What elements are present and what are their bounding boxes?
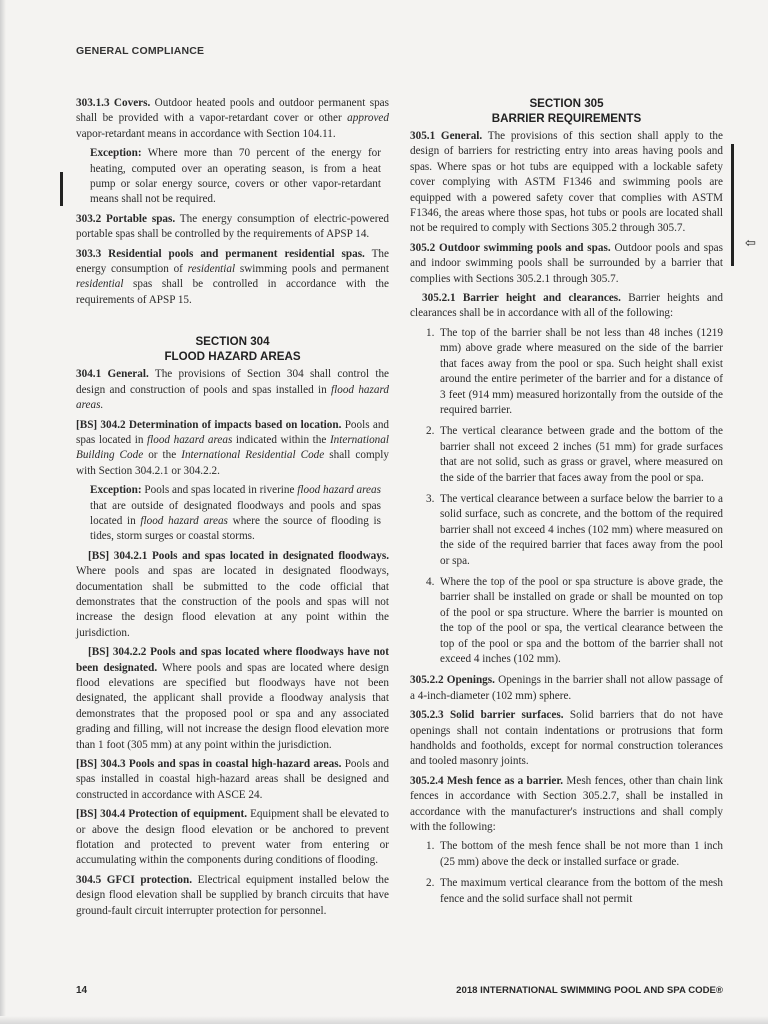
page-number: 14 bbox=[76, 985, 88, 996]
running-header: GENERAL COMPLIANCE bbox=[76, 45, 205, 57]
run-heading: 305.2.4 Mesh fence as a barrier. bbox=[410, 774, 564, 787]
run-text: that are outside of designated floodways and pools and spas located in bbox=[90, 499, 381, 527]
section-303-1-3 bbox=[76, 96, 389, 142]
run-text: spas shall be controlled in accordance with the requirements of APSP 15. bbox=[76, 278, 389, 306]
exception-303-1-3 bbox=[90, 146, 381, 208]
list-item-number: 2. bbox=[426, 425, 435, 438]
section-304-number: SECTION 304 bbox=[195, 335, 270, 349]
list-item-text: Where the top of the pool or spa structure is above grade, the barrier shall be installed on grade or shall be mounted on top of the pool or spa structure. Where the barrier is mounted on the top of the pool or spa, the vertical clearance between the top of the pool or spa and the bottom of the barrier shall not exceed 4 inches (102 mm). bbox=[440, 575, 723, 665]
list-item bbox=[426, 492, 723, 569]
run-heading: 305.2 Outdoor swimming pools and spas. bbox=[410, 241, 611, 254]
run-italic: flood hazard areas bbox=[147, 433, 233, 446]
section-305-2-2 bbox=[410, 673, 723, 704]
run-text: indicated within the bbox=[232, 433, 330, 446]
run-text: Openings in the barrier shall not allow passage of a 4-inch-diameter (102 mm) sphere. bbox=[410, 674, 724, 702]
page-bottom-edge bbox=[0, 1016, 768, 1024]
run-heading: [BS] 304.4 Protection of equipment. bbox=[76, 808, 248, 821]
run-text: Where pools and spas are located where design flood elevations are specified but floodways have not been designated, the applicant shall provide a floodway analysis that demonstrates that the proposed pool or spa and any associated grading and filling, will not increase the design flood elevation more than 1 foot (305 mm) at any point within the jurisdiction. bbox=[76, 661, 389, 751]
list-item bbox=[426, 876, 723, 907]
run-text: The provisions of Section 304 shall control the design and construction of pools and spas installed in bbox=[76, 368, 389, 396]
change-bar-right bbox=[731, 144, 734, 266]
run-text: vapor-retardant means in accordance with Section 104.11. bbox=[76, 127, 336, 140]
section-spacer bbox=[76, 312, 389, 334]
run-text: Where more than 70 percent of the energy for heating, computed over an operating season, is from a heat pump or solar energy source, covers or other vapor-retardant means shall not be required. bbox=[90, 147, 381, 206]
run-italic: residential bbox=[76, 278, 124, 291]
run-text: Pools and spas installed in coastal high-hazard areas shall be designed and constructed in accordance with ASCE 24. bbox=[76, 758, 389, 801]
section-304-1 bbox=[76, 367, 389, 413]
run-text: shall comply with Section 304.2.1 or 304.2.2. bbox=[76, 449, 389, 477]
run-heading: 304.1 General. bbox=[76, 368, 149, 381]
section-304-5 bbox=[76, 873, 389, 919]
section-304-2 bbox=[76, 418, 389, 480]
run-text: Equipment shall be elevated to or above the design flood elevation or be anchored to prevent flotation and protected to prevent water from entering or accumulating within the components during conditions of flooding. bbox=[76, 808, 389, 867]
list-item-text: The bottom of the mesh fence shall be not more than 1 inch (25 mm) above the deck or installed surface or grade. bbox=[440, 840, 723, 868]
run-text: Where pools and spas are located in designated floodways, documentation shall be submitted to the code official that demonstrates that the construction of the pools and spas will not increase the design flood elevation at any point within the jurisdiction. bbox=[76, 565, 389, 639]
list-item bbox=[426, 575, 723, 667]
run-text: The energy consumption of electric-powered portable spas shall be controlled by the requirements of APSP 14. bbox=[76, 212, 389, 241]
run-heading: 305.1 General. bbox=[410, 130, 483, 142]
run-italic: flood hazard areas bbox=[297, 484, 381, 497]
list-item-text: The maximum vertical clearance from the bottom of the mesh fence and the solid surface shall not permit bbox=[440, 877, 723, 905]
run-heading: 303.2 Portable spas. bbox=[76, 212, 176, 225]
list-305-2-4 bbox=[410, 839, 723, 907]
run-heading: 303.3 Residential pools and permanent residential spas. bbox=[76, 247, 365, 260]
section-305-1 bbox=[410, 129, 723, 237]
section-305-number: SECTION 305 bbox=[529, 97, 604, 110]
section-303-2 bbox=[76, 212, 389, 243]
run-italic: flood hazard areas. bbox=[76, 383, 389, 412]
list-item-number: 1. bbox=[426, 326, 435, 339]
run-heading: 305.2.2 Openings. bbox=[410, 674, 495, 687]
section-305-2-4 bbox=[410, 774, 723, 836]
run-heading: 303.1.3 Covers. bbox=[76, 97, 151, 109]
list-item bbox=[426, 424, 723, 486]
run-text: The provisions of this section shall apply to the design of barriers for restricting entry into areas having pools and spas. Where spas or hot tubs are equipped with a lockable safety cover complying with ASTM F1346 and swimming pools are equipped with a powered safety cover that complies with ASTM F1346, the areas where those spas, hot tubs or pools are located shall not be required to comply with Sections 305.2 through 305.7. bbox=[410, 130, 723, 235]
run-text: or the bbox=[143, 449, 182, 462]
section-304-2-1 bbox=[76, 549, 389, 641]
section-305-2 bbox=[410, 241, 723, 287]
run-heading: 304.5 GFCI protection. bbox=[76, 873, 193, 886]
run-text: Outdoor heated pools and outdoor permanent spas shall be provided with a vapor-retardant cover or other bbox=[76, 97, 389, 125]
run-text: The energy consumption of bbox=[76, 247, 389, 276]
section-304-title: FLOOD HAZARD AREAS bbox=[164, 350, 301, 364]
list-item-number: 1. bbox=[426, 840, 435, 853]
run-heading: 305.2.1 Barrier height and clearances. bbox=[422, 292, 621, 305]
section-303-3 bbox=[76, 247, 389, 309]
run-italic: International Residential Code bbox=[181, 449, 325, 462]
run-text: swimming pools and permanent bbox=[235, 263, 389, 276]
list-item-number: 2. bbox=[426, 877, 435, 890]
section-304-heading bbox=[76, 334, 389, 364]
run-italic: International Building Code bbox=[76, 433, 389, 462]
run-italic: residential bbox=[187, 263, 236, 276]
section-305-2-3 bbox=[410, 708, 723, 770]
section-305-heading bbox=[410, 96, 723, 126]
section-305-2-1 bbox=[410, 291, 723, 322]
run-heading: [BS] 304.3 Pools and spas in coastal high-hazard areas. bbox=[76, 758, 342, 771]
left-column bbox=[76, 96, 389, 923]
list-item-text: The top of the barrier shall be not less than 48 inches (1219 mm) above grade where measured on the side of the barrier that faces away from the pool or spa. Such height shall exist around the entire perimeter of the barrier and for a distance of 3 feet (914 mm) measured horizontally from the outside of the required barrier. bbox=[440, 326, 723, 416]
page-edge-shadow bbox=[0, 0, 6, 1024]
section-304-2-2 bbox=[76, 645, 389, 753]
right-column bbox=[410, 96, 723, 913]
list-305-2-1 bbox=[410, 326, 723, 668]
run-text: Pools and spas located in riverine bbox=[141, 484, 298, 497]
list-item-number: 3. bbox=[426, 492, 435, 505]
exception-304-2 bbox=[90, 483, 381, 545]
run-text: Electrical equipment installed below the design flood elevation shall be supplied by branch circuits that have ground-fault circuit interrupter protection for personnel. bbox=[76, 873, 389, 917]
run-text: Pools and spas located in bbox=[76, 418, 390, 446]
run-heading: [BS] 304.2.2 Pools and spas located where floodways have not been designated. bbox=[76, 646, 389, 674]
run-heading: [BS] 304.2.1 Pools and spas located in designated floodways. bbox=[88, 549, 389, 562]
section-305-title: BARRIER REQUIREMENTS bbox=[491, 112, 642, 125]
run-text: Barrier heights and clearances shall be in accordance with all of the following: bbox=[410, 292, 723, 320]
change-bar-left bbox=[60, 172, 63, 206]
run-text: where the source of flooding is tides, storm surges or coastal storms. bbox=[90, 514, 381, 543]
section-304-4 bbox=[76, 807, 389, 869]
run-italic: approved bbox=[347, 112, 389, 125]
run-italic: flood hazard areas bbox=[140, 514, 228, 527]
section-304-3 bbox=[76, 757, 389, 803]
run-heading: [BS] 304.2 Determination of impacts based on location. bbox=[76, 418, 342, 431]
book-title-footer: 2018 INTERNATIONAL SWIMMING POOL AND SPA CODE® bbox=[456, 985, 723, 996]
list-item-text: The vertical clearance between a surface below the barrier to a solid surface, such as concrete, and the bottom of the required barrier shall not exceed 4 inches (102 mm) where measured on the side of the required barrier that faces away from the pool or spa. bbox=[440, 492, 723, 567]
list-item bbox=[426, 839, 723, 870]
run-text: Outdoor pools and spas and indoor swimming pools shall be surrounded by a barrier that complies with Sections 305.2.1 through 305.7. bbox=[410, 241, 724, 285]
run-heading: Exception: bbox=[90, 484, 142, 497]
run-heading: Exception: bbox=[90, 147, 142, 160]
run-text: Mesh fences, other than chain link fences in accordance with Section 305.2.7, shall be installed in accordance with the manufacturer's instructions and shall comply with the following: bbox=[410, 774, 724, 834]
run-heading: 305.2.3 Solid barrier surfaces. bbox=[410, 709, 564, 722]
deletion-arrow-icon: ⇦ bbox=[745, 236, 756, 251]
list-item bbox=[426, 326, 723, 418]
list-item-text: The vertical clearance between grade and the bottom of the barrier shall not exceed 2 inches (51 mm) for grade surfaces that are not solid, such as grass or gravel, where measured on the side of the barrier that faces away from the pool or spa. bbox=[440, 425, 723, 484]
run-text: Solid barriers that do not have openings shall not contain indentations or protrusions that form handholds and footholds, except for normal construction tolerances and tooled masonry joints. bbox=[410, 709, 724, 768]
list-item-number: 4. bbox=[426, 575, 435, 588]
